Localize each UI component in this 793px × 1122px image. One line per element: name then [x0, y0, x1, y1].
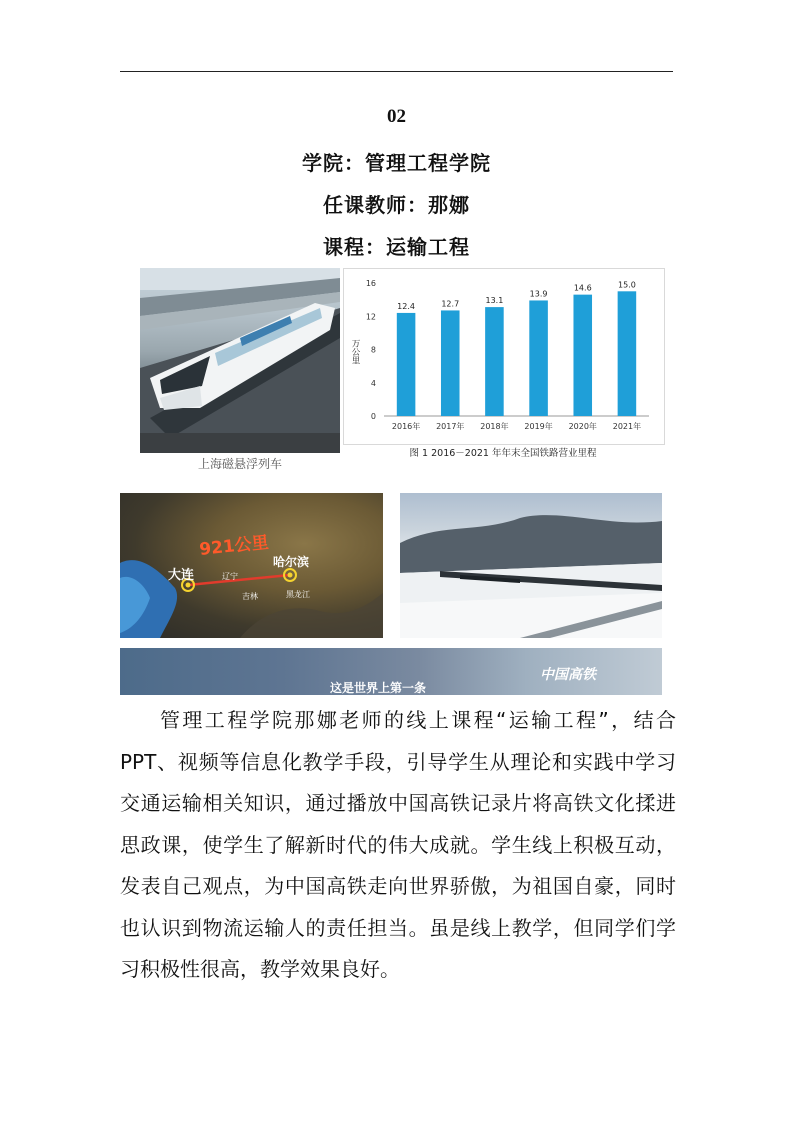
china-high-speed-logo: 中国高铁 — [540, 667, 596, 683]
course-line: 课程：运输工程 — [323, 235, 470, 259]
data-label: 13.9 — [529, 289, 548, 299]
dalian-label: 大连 — [168, 568, 195, 583]
bar — [441, 310, 460, 416]
liaoning-label: 辽宁 — [222, 572, 238, 581]
strip-subtitle: 这是世界上第一条 — [330, 681, 427, 695]
body-paragraph: 管理工程学院那娜老师的线上课程“运输工程”，结合PPT、视频等信息化教学手段，引导学生从理论和实践中学习交通运输相关知识，通过播放中国高铁记录片将高铁文化揉进思政课，使学生了解新时代的伟大成就。学生线上积极互动，发表自己观点，为中国高铁走向世界骄傲，为祖国自豪，同时也认识到物流运输人的责任担当。虽是线上教学，但同学们学习积极性很高，教学效果良好。 — [120, 708, 676, 981]
teacher-line: 任课教师：那娜 — [323, 193, 470, 217]
data-label: 13.1 — [485, 296, 504, 306]
x-tick-label: 2019年 — [524, 422, 553, 431]
bar — [618, 291, 637, 416]
y-tick-label: 16 — [365, 279, 376, 288]
jilin-label: 吉林 — [242, 592, 258, 601]
y-tick-label: 8 — [370, 345, 376, 355]
heilongjiang-label: 黑龙江 — [286, 590, 310, 599]
y-tick-label: 0 — [370, 412, 376, 421]
y-tick-label: 12 — [365, 312, 376, 322]
header-rule — [120, 71, 673, 72]
bar — [529, 300, 548, 416]
railway-mileage-chart — [343, 268, 665, 445]
data-label: 15.0 — [618, 280, 636, 290]
bar — [573, 295, 592, 416]
section-number: 02 — [387, 106, 406, 127]
college-line: 学院：管理工程学院 — [302, 151, 491, 175]
y-tick-label: 4 — [370, 378, 376, 388]
distance-label: 921公里 — [198, 532, 270, 560]
maglev-train-photo — [140, 268, 340, 453]
chart-caption: 图 1 2016－2021 年年末全国铁路营业里程 — [409, 448, 597, 459]
snowy-train-photo — [400, 493, 662, 638]
x-tick-label: 2017年 — [436, 422, 465, 431]
y-axis-label: 万公里 — [350, 339, 360, 365]
x-tick-label: 2020年 — [568, 422, 597, 431]
data-label: 14.6 — [573, 283, 592, 293]
x-tick-label: 2016年 — [391, 422, 421, 431]
data-label: 12.4 — [397, 301, 415, 311]
chart-svg — [344, 269, 664, 444]
route-map-image — [120, 493, 383, 638]
x-tick-label: 2021年 — [612, 422, 642, 431]
maglev-caption: 上海磁悬浮列车 — [197, 457, 282, 471]
bar — [397, 313, 416, 416]
bar — [485, 307, 504, 416]
harbin-label: 哈尔滨 — [273, 555, 310, 569]
data-label: 12.7 — [441, 299, 460, 309]
x-tick-label: 2018年 — [480, 422, 509, 431]
